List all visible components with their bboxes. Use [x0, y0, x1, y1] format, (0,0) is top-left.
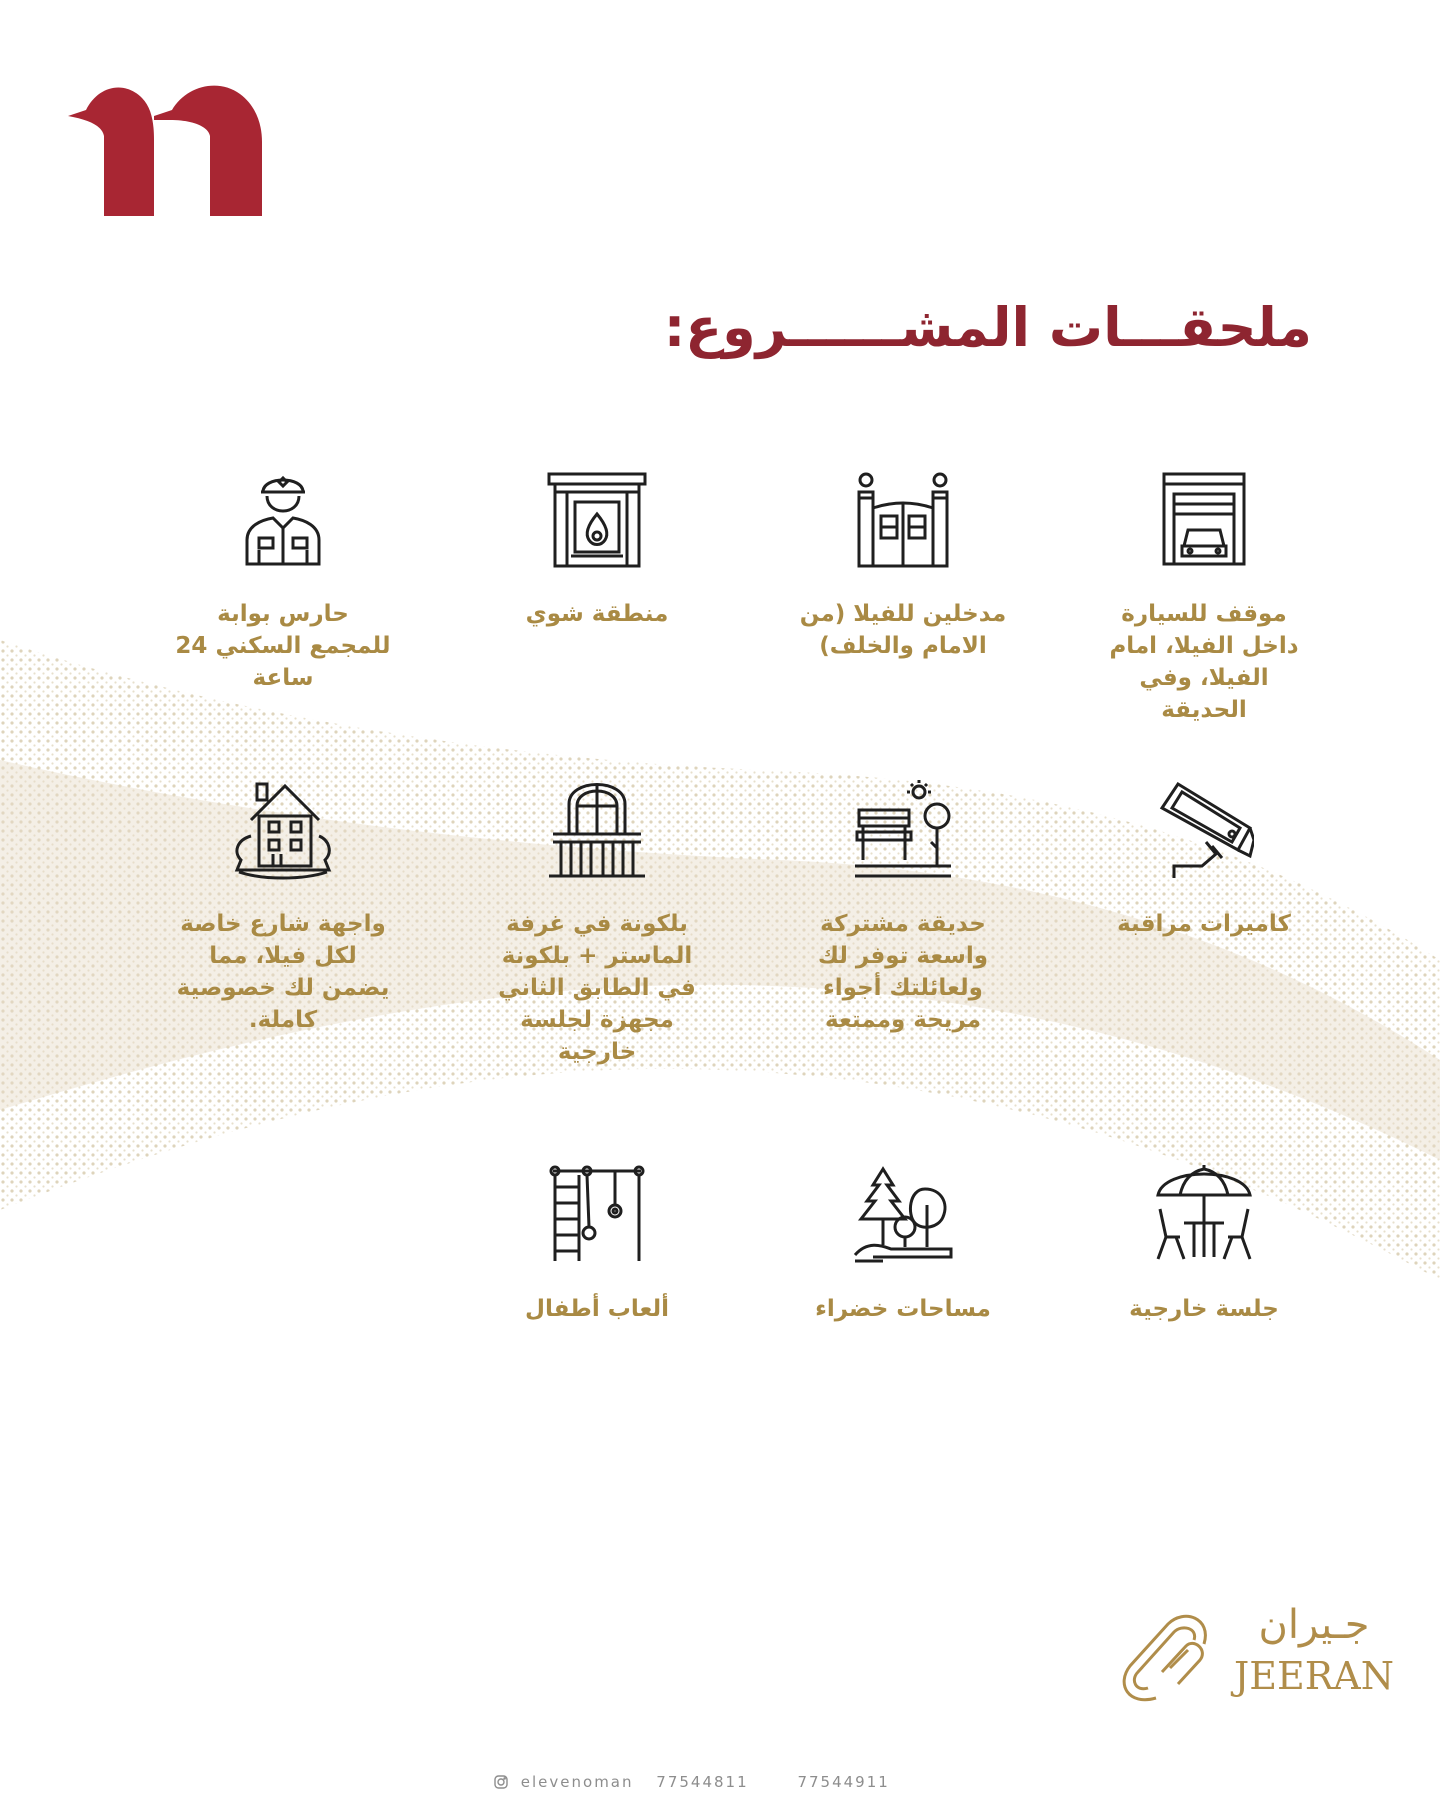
brand-name-arabic: جـيران	[1258, 1602, 1370, 1648]
jeeran-brand-logo	[1118, 1596, 1398, 1716]
amenity-bbq-area	[487, 470, 707, 770]
playground-icon	[547, 1165, 647, 1265]
phone-number-2: 77544911	[797, 1772, 890, 1791]
amenity-shared-garden	[793, 780, 1013, 1080]
gate-icon	[853, 470, 953, 570]
footer-contact	[494, 1770, 954, 1792]
security-guard-icon	[233, 470, 333, 570]
amenity-gate-guard	[173, 470, 393, 770]
amenity-green-spaces	[793, 1165, 1013, 1465]
amenity-label: منطقة شوي	[525, 601, 669, 627]
amenity-label: مساحات خضراء	[815, 1296, 991, 1322]
phone-number-1: 77544811	[656, 1772, 749, 1791]
amenity-kids-playground	[487, 1165, 707, 1465]
amenity-label: حديقة مشتركة واسعة توفر لك ولعائلتك أجواء مريحة وممتعة	[817, 911, 989, 1033]
fireplace-icon	[547, 470, 647, 570]
amenity-private-frontage	[173, 780, 393, 1080]
amenity-label: موقف للسيارة داخل الفيلا، امام الفيلا، وفي الحديقة	[1109, 601, 1299, 723]
amenity-label: بلكونة في غرفة الماستر + بلكونة في الطابق الثاني مجهزة لجلسة خارجية	[498, 911, 696, 1065]
house-icon	[233, 780, 333, 880]
amenity-outdoor-seating	[1094, 1165, 1314, 1465]
amenity-two-entrances	[793, 470, 1013, 770]
amenity-label: جلسة خارجية	[1129, 1296, 1279, 1322]
park-bench-icon	[853, 780, 953, 880]
green-trees-icon	[853, 1165, 953, 1265]
amenity-car-parking	[1094, 470, 1314, 770]
amenity-label: كاميرات مراقبة	[1117, 911, 1291, 937]
cctv-camera-icon	[1154, 780, 1254, 880]
amenity-cctv	[1094, 780, 1314, 1080]
amenity-balcony	[487, 780, 707, 1080]
amenity-label: حارس بوابة للمجمع السكني 24 ساعة	[175, 601, 391, 691]
page-title: ملحقـــات المشــــــروع:	[663, 296, 1312, 359]
instagram-icon	[494, 1775, 508, 1789]
jeeran-logo-mark-icon	[1118, 1610, 1218, 1710]
amenity-label: واجهة شارع خاصة لكل فيلا، مما يضمن لك خصوصية كاملة.	[176, 911, 390, 1033]
brand-name-english: JEERAN	[1233, 1654, 1394, 1698]
amenity-label: مدخلين للفيلا (من الامام والخلف)	[799, 601, 1007, 659]
balcony-icon	[547, 780, 647, 880]
instagram-handle: elevenoman	[520, 1772, 634, 1791]
outdoor-seating-icon	[1154, 1165, 1254, 1265]
garage-icon	[1154, 470, 1254, 570]
amenity-label: ألعاب أطفال	[525, 1296, 669, 1322]
